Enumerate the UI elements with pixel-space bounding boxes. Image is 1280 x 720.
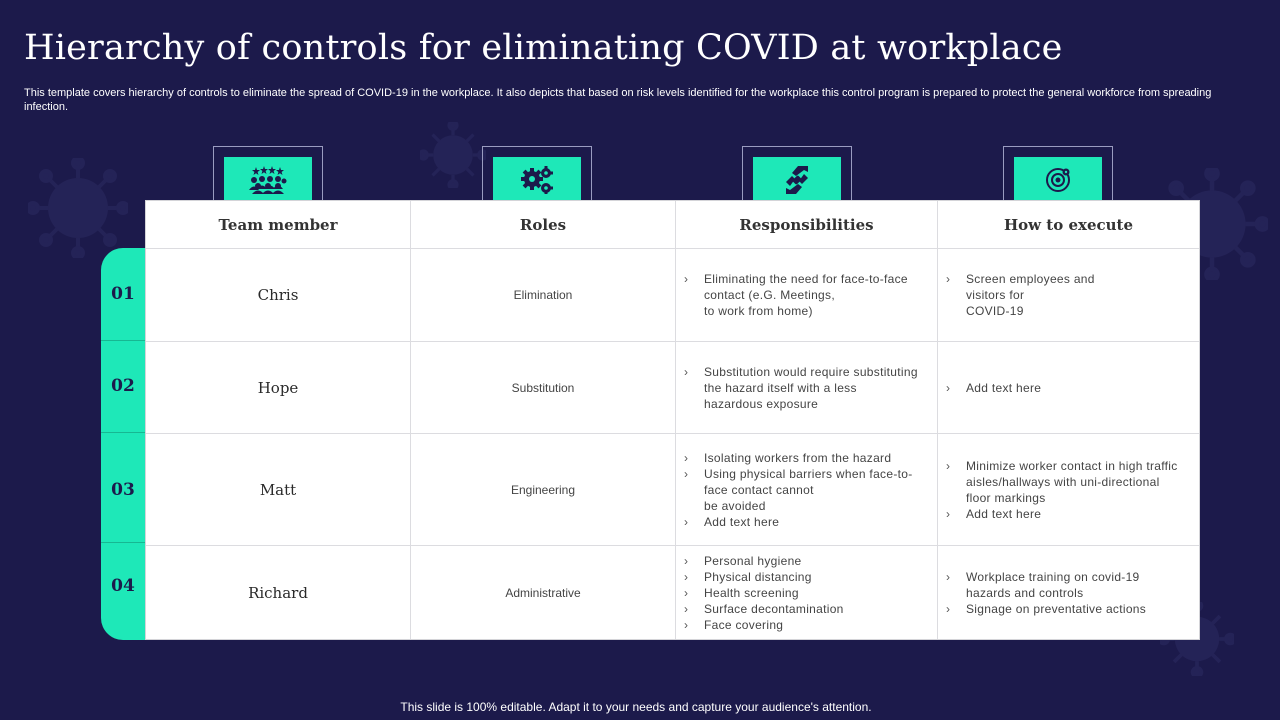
row-number: 03 xyxy=(111,480,135,500)
virus-decoration-icon xyxy=(420,122,486,188)
row-number: 04 xyxy=(111,576,135,596)
list-item: › Face covering xyxy=(684,617,929,633)
responsibilities-list xyxy=(676,546,937,639)
list-item: › Using physical barriers when face-to- face contact cannot be avoided xyxy=(684,466,929,514)
role-name: Elimination xyxy=(513,288,573,302)
list-item: › Workplace training on covid-19 hazards and controls xyxy=(946,569,1191,601)
team-member-name: Hope xyxy=(257,378,299,397)
icon-tab-responsibilities xyxy=(742,146,852,202)
list-item: › Surface decontamination xyxy=(684,601,929,617)
role-name: Administrative xyxy=(505,585,581,600)
list-item: › Health screening xyxy=(684,585,929,601)
list-item: › Signage on preventative actions xyxy=(946,601,1191,617)
team-member-name: Matt xyxy=(259,480,297,499)
role-name: Engineering xyxy=(510,482,576,497)
list-item: › Eliminating the need for face-to-face contact (e.G. Meetings, to work from home) xyxy=(684,271,929,319)
page-title: Hierarchy of controls for eliminating COVID at workplace xyxy=(24,28,1063,68)
header-roles: Roles xyxy=(519,215,567,234)
list-item: › Minimize worker contact in high traffic aisles/hallways with uni-directional floor markings xyxy=(946,458,1191,506)
responsibilities-list xyxy=(676,434,937,545)
target-settings-icon xyxy=(1043,165,1073,195)
list-item: › Substitution would require substituting the hazard itself with a less hazardous exposure xyxy=(684,364,929,412)
list-item: › Add text here xyxy=(946,506,1191,522)
header-team-member: Team member xyxy=(218,215,338,234)
footer-note: This slide is 100% editable. Adapt it to your needs and capture your audience's attention. xyxy=(400,700,872,714)
number-divider xyxy=(101,432,145,433)
row-number: 01 xyxy=(111,284,135,304)
number-divider xyxy=(101,542,145,543)
list-item: › Physical distancing xyxy=(684,569,929,585)
controls-table xyxy=(145,200,1200,640)
list-item: › Screen employees and visitors for COVID-19 xyxy=(946,271,1191,319)
page-subtitle: This template covers hierarchy of controls to eliminate the spread of COVID-19 in the workplace. It also depicts that based on risk levels identified for the workplace this control program is prepared to protect the general workforce from spreading infection. xyxy=(24,87,1212,113)
responsibilities-list xyxy=(676,342,937,433)
execution-list xyxy=(938,546,1199,639)
row-number: 02 xyxy=(111,376,135,396)
icon-tab-roles xyxy=(482,146,592,202)
number-divider xyxy=(101,340,145,341)
team-member-name: Chris xyxy=(257,286,299,304)
execution-list xyxy=(938,434,1199,545)
list-item: › Add text here xyxy=(946,380,1191,396)
hands-exchange-icon xyxy=(782,164,812,196)
header-responsibilities: Responsibilities xyxy=(739,215,874,234)
list-item: › Personal hygiene xyxy=(684,553,929,569)
icon-tab-how-to-execute xyxy=(1003,146,1113,202)
list-item: › Isolating workers from the hazard xyxy=(684,450,929,466)
team-rating-icon xyxy=(248,166,288,194)
team-member-name: Richard xyxy=(248,583,308,602)
execution-list xyxy=(938,342,1199,433)
list-item: › Add text here xyxy=(684,514,929,530)
virus-decoration-icon xyxy=(28,158,128,258)
gears-icon xyxy=(520,165,554,195)
execution-list xyxy=(938,249,1199,341)
responsibilities-list xyxy=(676,249,937,341)
icon-tab-team-member xyxy=(213,146,323,202)
header-how-to-execute: How to execute xyxy=(1003,215,1133,234)
role-name: Substitution xyxy=(511,380,575,395)
